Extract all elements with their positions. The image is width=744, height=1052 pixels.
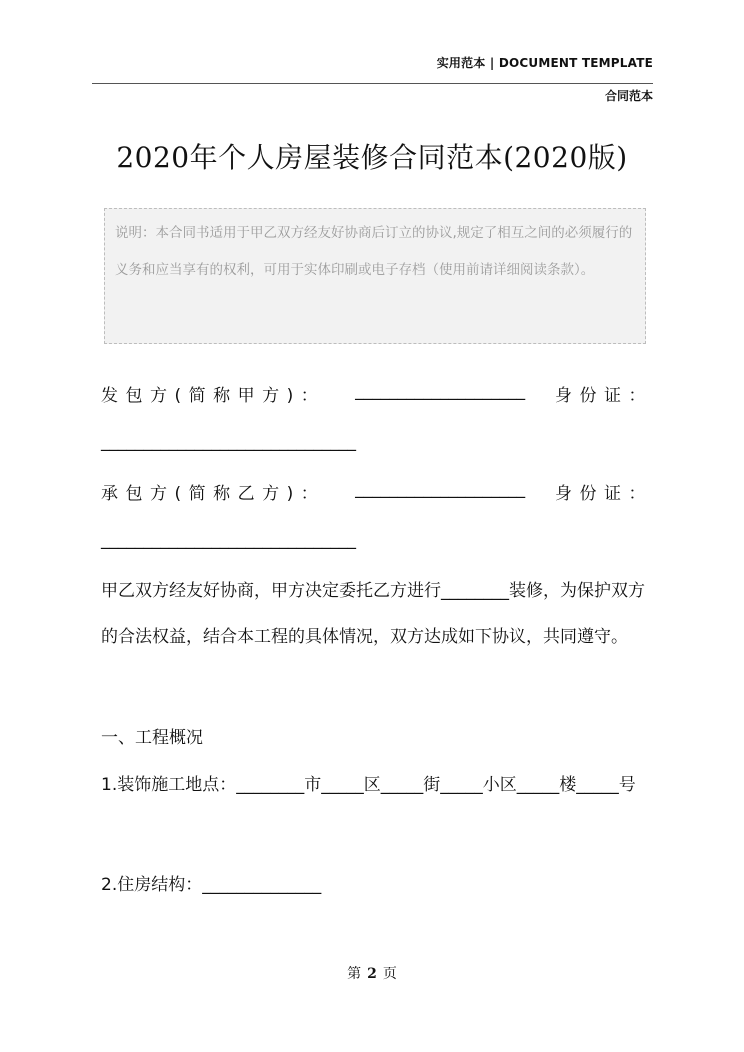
party-a-id-blank: ______________________________ (101, 432, 356, 452)
footer-prefix: 第 (347, 966, 362, 982)
page-footer (0, 963, 744, 983)
party-a-blank: ____________________ (355, 381, 526, 401)
document-title: 2020年个人房屋装修合同范本(2020版) (116, 141, 628, 174)
description-note-text: 说明：本合同书适用于甲乙双方经友好协商后订立的协议,规定了相互之间的必须履行的义务和应当享有的权利，可用于实体印刷或电子存档（使用前请详细阅读条款）。 (115, 225, 633, 278)
party-a-id-label: 身份证： (554, 386, 653, 406)
party-a-line (101, 381, 653, 406)
party-b-blank: ____________________ (355, 479, 526, 499)
description-note-box (104, 208, 646, 344)
party-b-label: 承包方(简称乙方)： (101, 484, 326, 504)
header-divider (92, 83, 653, 84)
page-number: 2 (367, 966, 377, 982)
header-brand: 实用范本 | DOCUMENT TEMPLATE (436, 56, 653, 70)
item-2-structure: 2.住房结构：______________ (101, 875, 322, 895)
party-b-id-blank: ______________________________ (101, 530, 356, 550)
footer-suffix: 页 (382, 966, 397, 982)
party-a-label: 发包方(简称甲方)： (101, 386, 326, 406)
party-b-id-label: 身份证： (554, 484, 653, 504)
header-category: 合同范本 (604, 89, 653, 103)
section-1-title: 一、工程概况 (101, 728, 203, 748)
party-b-line (101, 479, 653, 504)
intro-paragraph: 甲乙双方经友好协商，甲方决定委托乙方进行________装修，为保护双方的合法权益，结合本工程的具体情况，双方达成如下协议，共同遵守。 (101, 581, 645, 647)
item-1-location: 1.装饰施工地点：________市_____区_____街_____小区_____楼_____号 (101, 775, 636, 795)
